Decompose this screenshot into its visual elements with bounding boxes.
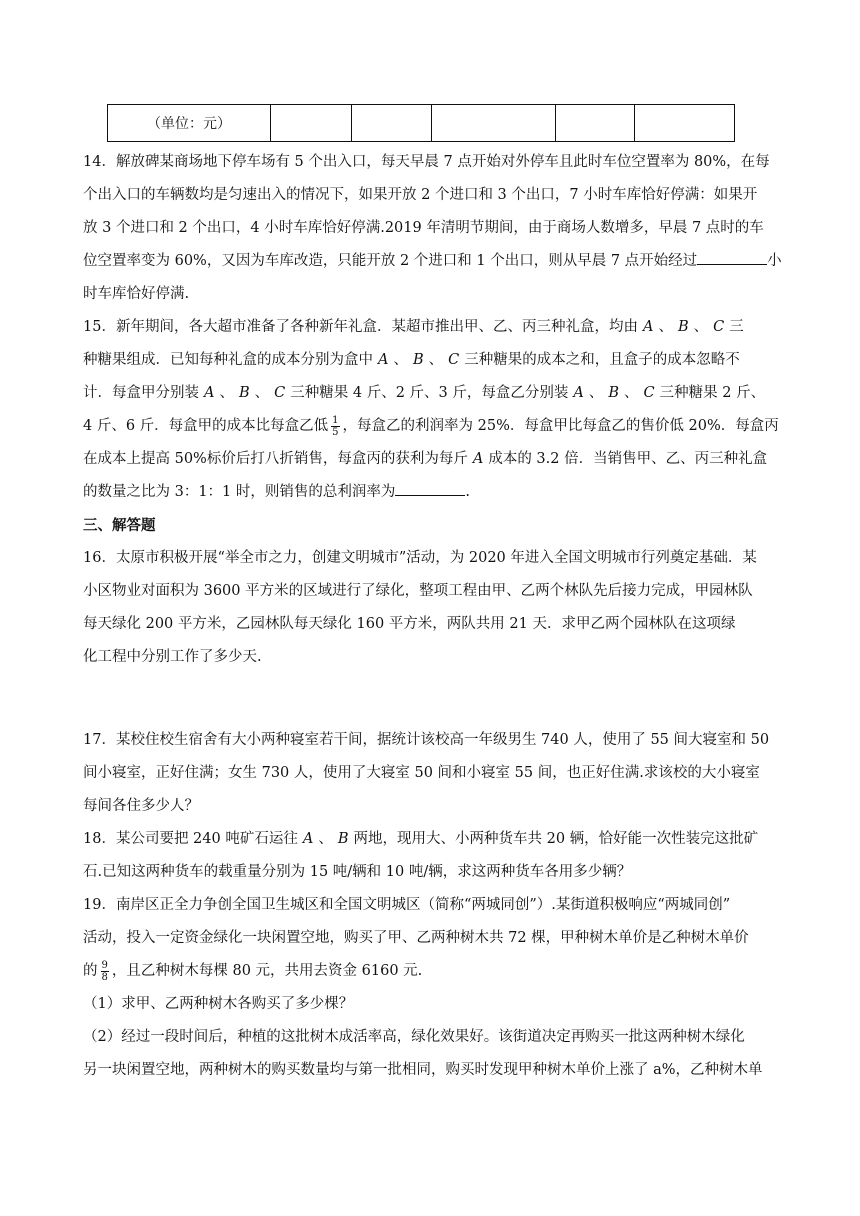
document-content (83, 146, 783, 1087)
var-a: A (642, 319, 654, 335)
q19-line: 19．南岸区正全力争创全国卫生城区和全国文明城区（简称“两城同创”）.某街道积极响应“两城同创” (83, 897, 731, 913)
q14-line: 放 3 个进口和 2 个出口，4 小时车库恰好停满.2019 年清明节期间，由于商场人数增多，早晨 7 点时的车 (83, 220, 764, 236)
answer-blank (697, 250, 767, 265)
q14-text: 小 (767, 253, 782, 269)
q14-line: 时车库恰好停满. (83, 286, 190, 302)
q15-line (83, 410, 783, 443)
separator: 、 (624, 385, 639, 401)
question-19 (83, 889, 783, 1087)
question-16 (83, 542, 783, 674)
table-cell (352, 105, 432, 142)
question-17 (83, 724, 783, 823)
table-row (108, 105, 735, 142)
fraction-denominator: 8 (101, 971, 108, 983)
q14-line: 14．解放碑某商场地下停车场有 5 个出入口，每天早晨 7 点开始对外停车且此时车位空置率为 80%，在每 (83, 154, 770, 170)
q15-line (83, 311, 783, 344)
q15-text: 三种糖果的成本之和，且盒子的成本忽略不 (464, 352, 740, 368)
q19-subquestion-1: （1）求甲、乙两种树木各购买了多少棵？ (83, 996, 354, 1012)
q15-line (83, 476, 783, 509)
q15-text: 三种糖果 4 斤、2 斤、3 斤，每盒乙分别装 (290, 385, 569, 401)
q15-line (83, 443, 783, 476)
var-c: C (643, 385, 655, 401)
separator: 、 (428, 352, 444, 368)
var-a: A (204, 385, 215, 401)
price-table-last-row (107, 104, 735, 142)
fraction-numerator: 9 (101, 959, 108, 971)
question-15 (83, 311, 783, 509)
var-b: B (238, 385, 250, 401)
var-c: C (274, 385, 286, 401)
q15-text: . (465, 484, 471, 500)
q18-text: 两地，现用大、小两种货车共 20 辆，恰好能一次性装完这批矿 (353, 831, 759, 847)
q19-text: ，且乙种树木每棵 80 元，共用去资金 6160 元. (111, 963, 423, 979)
q14-line (83, 245, 783, 278)
q19-text: 的 (83, 963, 98, 979)
var-a: A (573, 385, 584, 401)
q15-text: 计．每盒甲分别装 (83, 385, 199, 401)
q18-text: 18．某公司要把 240 吨矿石运往 (83, 831, 298, 847)
q19-line (83, 955, 783, 988)
q17-line: 17．某校住校生宿舍有大小两种寝室若干间，据统计该校高一年级男生 740 人，使用了 55 间大寝室和 50 (83, 732, 770, 748)
q18-line: 石.已知这两种货车的载重量分别为 15 吨/辆和 10 吨/辆，求这两种货车各用多少辆？ (83, 864, 632, 880)
q19-subquestion-2: （2）经过一段时间后，种植的这批树木成活率高，绿化效果好。该街道决定再购买一批这两种树木绿化 (83, 1029, 745, 1045)
var-c: C (448, 352, 460, 368)
q15-line (83, 344, 783, 377)
q15-text: 成本的 3.2 倍．当销售甲、乙、丙三种礼盒 (488, 451, 768, 467)
answer-blank (395, 481, 465, 496)
fraction (331, 415, 339, 438)
q14-line: 个出入口的车辆数均是匀速出入的情况下，如果开放 2 个进口和 3 个出口，7 小时车库恰好停满：如果开 (83, 187, 758, 203)
var-a: A (302, 831, 314, 847)
q17-line: 每间各住多少人？ (83, 798, 199, 814)
q15-text: 4 斤、6 斤．每盒甲的成本比每盒乙低 (83, 418, 329, 434)
q17-line: 间小寝室，正好住满；女生 730 人，使用了大寝室 50 间和小寝室 55 间，也正好住满.求该校的大小寝室 (83, 765, 760, 781)
q16-line: 小区物业对面积为 3600 平方米的区域进行了绿化，整项工程由甲、乙两个林队先后接力完成，甲园林队 (83, 583, 753, 599)
separator: 、 (693, 319, 709, 335)
separator: 、 (318, 831, 333, 847)
var-b: B (608, 385, 620, 401)
section-heading: 三、解答题 (83, 517, 156, 534)
fraction-numerator: 1 (332, 414, 339, 426)
separator: 、 (658, 319, 673, 335)
q16-line: 16．太原市积极开展“举全市之力，创建文明城市”活动，为 2020 年进入全国文明城市行列奠定基础．某 (83, 550, 757, 566)
q15-text: 三 (729, 319, 744, 335)
answer-space (83, 674, 783, 724)
var-a: A (472, 451, 484, 467)
q15-text: 的数量之比为 3：1：1 时，则销售的总利润率为 (83, 484, 396, 500)
var-b: B (412, 352, 424, 368)
table-cell (271, 105, 352, 142)
q15-text: 在成本上提高 50%标价后打八折销售，每盒丙的获利为每斤 (83, 451, 468, 467)
q16-line: 每天绿化 200 平方米，乙园林队每天绿化 160 平方米，两队共用 21 天．求甲乙两个园林队在这项绿 (83, 616, 736, 632)
q15-text: 15．新年期间，各大超市准备了各种新年礼盒．某超市推出甲、乙、丙三种礼盒，均由 (83, 319, 638, 335)
separator: 、 (588, 385, 604, 401)
q16-line: 化工程中分别工作了多少天. (83, 649, 262, 665)
var-a: A (378, 352, 389, 368)
q14-text: 位空置率变为 60%，又因为车库改造，只能开放 2 个进口和 1 个出口，则从早晨 7 点开始经过 (83, 253, 698, 269)
separator: 、 (393, 352, 408, 368)
var-b: B (677, 319, 689, 335)
var-c: C (713, 319, 725, 335)
fraction-denominator: 5 (332, 426, 339, 438)
fraction (101, 960, 109, 983)
q19-line: 另一块闲置空地，两种树木的购买数量均与第一批相同，购买时发现甲种树木单价上涨了 a%，乙种树木单 (83, 1062, 763, 1078)
q18-line (83, 823, 783, 856)
q15-line (83, 377, 783, 410)
q19-line: 活动，投入一定资金绿化一块闲置空地，购买了甲、乙两种树木共 72 棵，甲种树木单价是乙种树木单价 (83, 930, 749, 946)
q15-text: 种糖果组成．已知每种礼盒的成本分别为盒中 (83, 352, 373, 368)
table-cell (635, 105, 735, 142)
separator: 、 (254, 385, 270, 401)
table-cell-unit: （单位：元） (108, 105, 271, 142)
var-b: B (337, 831, 349, 847)
question-18 (83, 823, 783, 889)
q15-text: ，每盒乙的利润率为 25%．每盒甲比每盒乙的售价低 20%．每盒丙 (342, 418, 779, 434)
table-cell (432, 105, 556, 142)
q15-text: 三种糖果 2 斤、 (659, 385, 766, 401)
separator: 、 (219, 385, 234, 401)
table-cell (556, 105, 635, 142)
question-14 (83, 146, 783, 311)
